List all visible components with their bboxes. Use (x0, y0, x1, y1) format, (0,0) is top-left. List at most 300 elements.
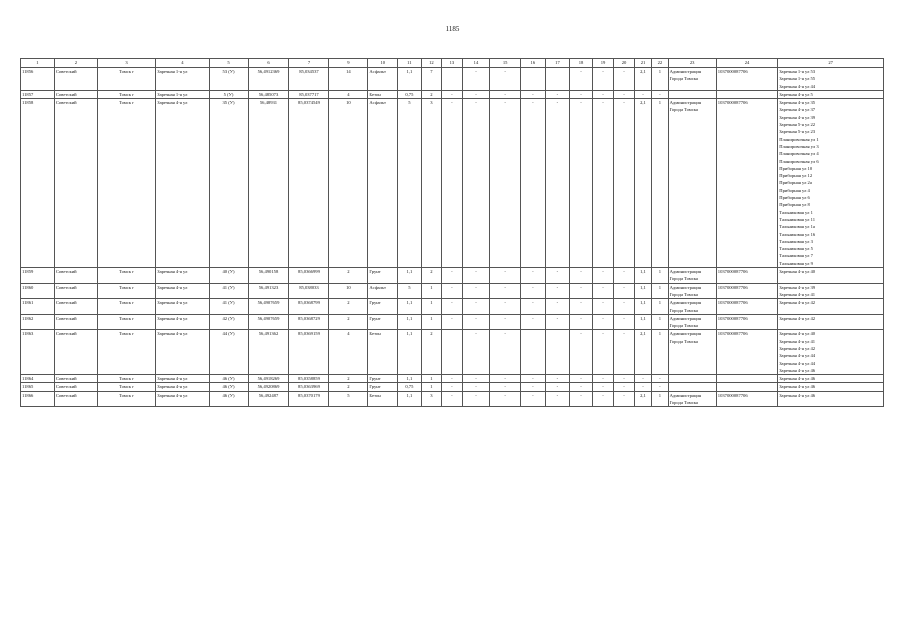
table-cell: Администрация Города Томска (668, 391, 716, 407)
table-cell: 11862 (21, 314, 55, 330)
table-cell: 2,1 (634, 68, 651, 91)
reference-address: Заречная 4-я ул 35 (779, 100, 816, 106)
table-cell: Заречная 4-я ул (156, 383, 209, 391)
table-cell: - (442, 391, 462, 407)
table-cell: 1,1 (398, 299, 422, 315)
table-cell: - (570, 314, 593, 330)
table-row (21, 268, 884, 284)
table-row (21, 299, 884, 315)
table-cell: 2,1 (634, 391, 651, 407)
table-cell: - (545, 391, 570, 407)
table-cell: Томск г (97, 68, 155, 91)
table-cell: 1 (421, 314, 441, 330)
table-cell: 1037000087706 (716, 283, 777, 299)
reference-address: Приборная ул 10 (779, 165, 813, 171)
table-cell: Томск г (97, 99, 155, 268)
table-cell: - (592, 375, 614, 383)
reference-address: Заречная 4-я ул 46 (779, 376, 816, 382)
table-cell: - (442, 383, 462, 391)
table-cell: - (545, 90, 570, 98)
table-cell: - (570, 68, 593, 91)
table-cell: - (490, 375, 521, 383)
reference-addresses (778, 283, 884, 299)
table-cell: 1,1 (634, 268, 651, 284)
table-cell: 41 (У) (209, 299, 248, 315)
table-cell: Заречная 4-я ул (156, 330, 209, 375)
table-cell: 56,492487 (248, 391, 289, 407)
table-cell: Заречная 4-я ул (156, 283, 209, 299)
table-cell: - (592, 90, 614, 98)
column-header: 17 (545, 59, 570, 68)
reference-address: Тальниковая ул 11 (779, 216, 815, 222)
table-cell: 1037000087706 (716, 268, 777, 284)
column-header: 27 (778, 59, 884, 68)
table-cell: - (634, 90, 651, 98)
reference-addresses (778, 391, 884, 407)
table-cell: Томск г (97, 283, 155, 299)
table-cell: 1 (652, 330, 668, 375)
reference-address: Заречная 4-я ул 40 (779, 331, 816, 337)
table-cell: 7 (421, 68, 441, 91)
table-cell: 56,485073 (248, 90, 289, 98)
table-cell: 44 (У) (209, 330, 248, 375)
table-cell: Заречная 4-я ул (156, 314, 209, 330)
table-cell: 56,4907659 (248, 314, 289, 330)
table-cell: 42 (У) (209, 314, 248, 330)
reference-address: Заречная 4-я ул 46 (779, 384, 816, 390)
table-cell: Заречная 4-я ул (156, 391, 209, 407)
table-cell: Советский (54, 330, 97, 375)
table-cell: 14 (329, 68, 368, 91)
reference-addresses (778, 68, 884, 91)
table-cell: 2 (329, 375, 368, 383)
table-cell: Советский (54, 375, 97, 383)
reference-address: Заречная 4-я ул 42 (779, 300, 816, 306)
table-cell: 3 (421, 391, 441, 407)
table-cell: 85,038033 (289, 283, 329, 299)
table-cell: - (545, 268, 570, 284)
table-cell: - (545, 99, 570, 268)
table-cell: 53 (У) (209, 68, 248, 91)
table-cell: 2 (421, 268, 441, 284)
table-cell: 1,1 (398, 375, 422, 383)
table-cell: 1 (652, 299, 668, 315)
table-cell: Советский (54, 299, 97, 315)
table-row (21, 383, 884, 391)
reference-address: Заречная 5-я ул 23 (779, 129, 816, 135)
table-cell: - (442, 299, 462, 315)
table-cell: - (592, 314, 614, 330)
column-header: 12 (421, 59, 441, 68)
table-cell: 2 (329, 268, 368, 284)
table-cell: 2 (329, 383, 368, 391)
reference-address: Заречная 4-я ул 44 (779, 353, 816, 359)
table-cell: 85,0368729 (289, 314, 329, 330)
table-cell: - (614, 383, 634, 391)
reference-address: Заречная 4-я ул 41 (779, 338, 816, 344)
table-cell: - (570, 330, 593, 375)
table-cell: Администрация Города Томска (668, 299, 716, 315)
table-cell: Грунт (368, 383, 398, 391)
table-row (21, 375, 884, 383)
table-cell: - (462, 99, 490, 268)
table-cell: 1,1 (398, 391, 422, 407)
reference-address: Заречная 4-я ул 44 (779, 360, 816, 366)
table-cell: - (490, 299, 521, 315)
column-header: 20 (614, 59, 634, 68)
table-cell: 1 (652, 314, 668, 330)
table-cell: - (490, 283, 521, 299)
table-cell: - (570, 90, 593, 98)
reference-address: Приборная ул 12 (779, 173, 813, 179)
table-cell: - (614, 268, 634, 284)
table-cell: - (570, 99, 593, 268)
table-cell: Администрация Города Томска (668, 314, 716, 330)
table-cell: 0,75 (398, 383, 422, 391)
reference-address: Заречная 4-я ул 39 (779, 114, 816, 120)
table-cell (521, 330, 546, 375)
table-cell: 85,0358859 (289, 375, 329, 383)
table-cell: 46 (У) (209, 391, 248, 407)
table-cell: Заречная 4-я ул (156, 99, 209, 268)
table-cell: - (614, 68, 634, 91)
table-row (21, 330, 884, 375)
column-header: 11 (398, 59, 422, 68)
table-cell: 35 (У) (209, 99, 248, 268)
table-cell: Томск г (97, 299, 155, 315)
table-cell: - (521, 268, 546, 284)
table-cell: 0,75 (398, 90, 422, 98)
column-header: 4 (156, 59, 209, 68)
page-number: 1185 (445, 25, 460, 33)
table-cell: 85,0369159 (289, 330, 329, 375)
table-cell: - (442, 268, 462, 284)
table-row (21, 283, 884, 299)
column-header: 9 (329, 59, 368, 68)
column-header: 5 (209, 59, 248, 68)
reference-address: Тальниковая ул 16 (779, 231, 816, 237)
column-header: 24 (716, 59, 777, 68)
table-cell: - (592, 99, 614, 268)
reference-addresses (778, 383, 884, 391)
table-cell: 41 (У) (209, 283, 248, 299)
table-cell: Заречная 4-я ул (156, 375, 209, 383)
column-header: 2 (54, 59, 97, 68)
table-cell: 1037000087706 (716, 68, 777, 91)
table-cell: - (570, 375, 593, 383)
reference-addresses (778, 314, 884, 330)
table-cell: - (614, 330, 634, 375)
reference-address: Тальниковая ул 9 (779, 260, 813, 266)
table-cell: 1037000087706 (716, 314, 777, 330)
reference-address: Планировочная ул 6 (779, 158, 819, 164)
table-cell: 1,1 (398, 268, 422, 284)
table-cell (668, 375, 716, 383)
table-cell: - (652, 375, 668, 383)
table-cell: - (570, 268, 593, 284)
table-cell: 3 (421, 99, 441, 268)
reference-address: Заречная 4-я ул 42 (779, 315, 816, 321)
reference-address: Тальниковая ул 3 (779, 238, 813, 244)
table-cell: 5 (398, 283, 422, 299)
table-cell (668, 383, 716, 391)
table-cell: Заречная 4-я ул (156, 268, 209, 284)
table-cell: Заречная 1-я ул (156, 90, 209, 98)
table-cell: - (490, 90, 521, 98)
table-cell: 56,491323 (248, 283, 289, 299)
table-cell: 56,4907659 (248, 299, 289, 315)
table-cell: Томск г (97, 90, 155, 98)
column-header: 3 (97, 59, 155, 68)
table-cell: - (442, 314, 462, 330)
table-cell: - (521, 383, 546, 391)
table-cell: Советский (54, 68, 97, 91)
table-cell: Бетон (368, 391, 398, 407)
table-cell: 1 (421, 283, 441, 299)
reference-address: Заречная 4-я ул 37 (779, 107, 816, 113)
table-cell: - (592, 283, 614, 299)
table-cell: Советский (54, 283, 97, 299)
table-cell (716, 383, 777, 391)
table-cell: - (521, 99, 546, 268)
reference-address: Заречная 5-я ул 22 (779, 122, 816, 128)
table-cell: - (570, 299, 593, 315)
table-cell: - (442, 90, 462, 98)
table-cell: - (521, 375, 546, 383)
table-cell: Томск г (97, 391, 155, 407)
table-cell: 56,4918269 (248, 375, 289, 383)
column-header: 21 (634, 59, 651, 68)
table-cell: Советский (54, 383, 97, 391)
table-cell: - (462, 330, 490, 375)
reference-address: Заречная 4-я ул 42 (779, 345, 816, 351)
table-row (21, 314, 884, 330)
table-cell: - (462, 391, 490, 407)
table-cell: - (570, 383, 593, 391)
table-cell: - (592, 391, 614, 407)
table-cell: 5 (398, 99, 422, 268)
reference-address: Заречная 4-я ул 44 (779, 83, 816, 89)
register-table (20, 58, 884, 407)
table-cell: 11857 (21, 90, 55, 98)
table-cell: Советский (54, 90, 97, 98)
column-header: 10 (368, 59, 398, 68)
table-cell: 5 (У) (209, 90, 248, 98)
table-cell: 56,491362 (248, 330, 289, 375)
table-cell: Советский (54, 314, 97, 330)
table-cell: 4 (329, 330, 368, 375)
table-cell: 10 (329, 99, 368, 268)
table-cell: 11864 (21, 375, 55, 383)
table-cell: - (634, 383, 651, 391)
table-cell: - (592, 68, 614, 91)
table-cell: - (490, 68, 521, 91)
column-header: 6 (248, 59, 289, 68)
reference-addresses (778, 299, 884, 315)
table-cell: - (614, 90, 634, 98)
table-cell: - (521, 90, 546, 98)
table-cell: Администрация Города Томска (668, 330, 716, 375)
table-cell: 1 (652, 68, 668, 91)
table-row (21, 99, 884, 268)
table-cell: 85,0368799 (289, 299, 329, 315)
column-header: 22 (652, 59, 668, 68)
table-cell: - (462, 299, 490, 315)
table-cell: - (462, 68, 490, 91)
table-cell: - (490, 330, 521, 375)
table-cell: - (521, 391, 546, 407)
table-cell: 2 (329, 299, 368, 315)
table-cell (521, 68, 546, 91)
table-cell: Томск г (97, 330, 155, 375)
table-row (21, 391, 884, 407)
reference-address: Планировочная ул 3 (779, 143, 819, 149)
table-cell: - (442, 99, 462, 268)
reference-addresses (778, 99, 884, 268)
table-cell: Бетон (368, 90, 398, 98)
reference-address: Тальниковая ул 1а (779, 224, 815, 230)
table-cell: 1037000087706 (716, 299, 777, 315)
column-header: 19 (592, 59, 614, 68)
table-cell: 10 (329, 283, 368, 299)
table-cell: 40 (У) (209, 268, 248, 284)
table-cell: Асфальт (368, 99, 398, 268)
table-cell (545, 68, 570, 91)
reference-addresses (778, 90, 884, 98)
table-cell: - (592, 299, 614, 315)
reference-address: Заречная 4-я ул 41 (779, 291, 816, 297)
table-cell: 85,0374549 (289, 99, 329, 268)
table-cell: 2 (421, 330, 441, 375)
table-cell: Советский (54, 99, 97, 268)
table-cell: - (545, 314, 570, 330)
table-cell: 1 (421, 383, 441, 391)
table-cell: Грунт (368, 268, 398, 284)
table-cell: Администрация Города Томска (668, 283, 716, 299)
table-cell: 11858 (21, 99, 55, 268)
table-cell: - (490, 391, 521, 407)
table-cell: Томск г (97, 314, 155, 330)
table-cell: - (614, 314, 634, 330)
table-cell: 11859 (21, 268, 55, 284)
table-cell: - (462, 375, 490, 383)
column-header: 13 (442, 59, 462, 68)
table-cell: 11856 (21, 68, 55, 91)
reference-address: Планировочная ул 4 (779, 151, 819, 157)
table-cell: 85,0366999 (289, 268, 329, 284)
table-row (21, 90, 884, 98)
column-header: 14 (462, 59, 490, 68)
table-cell: 1037000087706 (716, 99, 777, 268)
table-cell: Заречная 1-я ул (156, 68, 209, 91)
reference-address: Приборная ул 2а (779, 180, 812, 186)
reference-address: Заречная 4-я ул 46 (779, 367, 816, 373)
reference-address: Тальниковая ул 5 (779, 246, 813, 252)
table-cell: - (462, 314, 490, 330)
column-header: 18 (570, 59, 593, 68)
table-cell: 1 (421, 375, 441, 383)
table-cell: 56,4920869 (248, 383, 289, 391)
column-header: 7 (289, 59, 329, 68)
reference-address: Тальниковая ул 7 (779, 253, 813, 259)
table-cell: - (592, 268, 614, 284)
table-cell: - (490, 314, 521, 330)
table-cell: 1 (652, 268, 668, 284)
table-cell (545, 330, 570, 375)
table-cell: - (545, 375, 570, 383)
table-cell: Советский (54, 268, 97, 284)
table-cell: 1,1 (634, 314, 651, 330)
column-header: 1 (21, 59, 55, 68)
table-cell: 1,1 (634, 299, 651, 315)
reference-address: Заречная 1-я ул 53 (779, 69, 816, 74)
table-cell: Заречная 4-я ул (156, 299, 209, 315)
table-cell: - (592, 383, 614, 391)
table-cell: Грунт (368, 375, 398, 383)
table-cell: Грунт (368, 299, 398, 315)
table-cell: 4 (329, 90, 368, 98)
table-cell: Администрация Города Томска (668, 268, 716, 284)
table-cell: - (490, 383, 521, 391)
table-cell (716, 375, 777, 383)
table-cell: - (652, 383, 668, 391)
reference-addresses (778, 330, 884, 375)
table-cell: - (462, 268, 490, 284)
table-cell: - (545, 383, 570, 391)
table-cell: - (462, 283, 490, 299)
table-cell: Асфальт (368, 283, 398, 299)
table-cell: Бетон (368, 330, 398, 375)
table-cell: 1,1 (398, 68, 422, 91)
table-cell: 1 (421, 299, 441, 315)
table-cell: - (521, 314, 546, 330)
column-header: 16 (521, 59, 546, 68)
table-cell: 56,48931 (248, 99, 289, 268)
table-cell: - (634, 375, 651, 383)
table-cell: - (490, 99, 521, 268)
table-cell: Томск г (97, 383, 155, 391)
table-cell: Грунт (368, 314, 398, 330)
table-cell: Администрация Города Томска (668, 99, 716, 268)
table-cell: 56,490158 (248, 268, 289, 284)
table-cell: 1,1 (634, 283, 651, 299)
table-cell: - (614, 99, 634, 268)
table-cell: 11865 (21, 383, 55, 391)
reference-address: Заречная 1-я ул 55 (779, 76, 816, 82)
table-cell: 85,0363969 (289, 383, 329, 391)
column-header: 15 (490, 59, 521, 68)
table-cell: - (614, 375, 634, 383)
table-row (21, 68, 884, 91)
reference-address: Заречная 4-я ул 40 (779, 269, 816, 275)
table-cell: 11866 (21, 391, 55, 407)
header-row (21, 59, 884, 68)
table-cell: 46 (У) (209, 383, 248, 391)
table-cell: 2 (329, 314, 368, 330)
reference-address: Заречная 4-я ул 46 (779, 392, 816, 398)
table-cell: 1037000087706 (716, 391, 777, 407)
table-cell: 1,1 (398, 330, 422, 375)
reference-address: Тальниковая ул 1 (779, 209, 813, 215)
table-cell: 85,034537 (289, 68, 329, 91)
table-cell: 46 (У) (209, 375, 248, 383)
table-cell: - (614, 283, 634, 299)
table-cell: Асфальт (368, 68, 398, 91)
table-cell: 1 (652, 99, 668, 268)
table-cell (668, 90, 716, 98)
reference-address: Планировочная ул 1 (779, 136, 819, 142)
table-cell: 1037000087706 (716, 330, 777, 375)
